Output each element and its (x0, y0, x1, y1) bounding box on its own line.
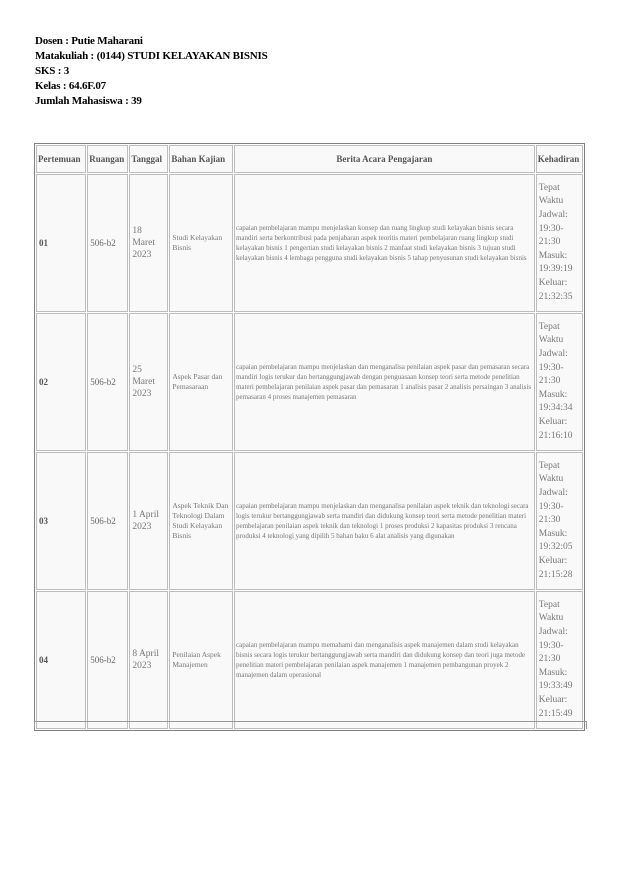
student-count-line: Jumlah Mahasiswa : 39 (35, 95, 142, 107)
attendance: Tepat Waktu Jadwal: 19:30-21:30 Masuk: 19:39:19 Keluar: 21:32:35 (536, 174, 583, 312)
table-continuation-edge-left (34, 721, 35, 729)
attendance: Tepat Waktu Jadwal: 19:30-21:30 Masuk: 19:33:49 Keluar: 21:15:49 (536, 591, 583, 729)
class-line: Kelas : 64.6F.07 (35, 80, 106, 92)
study-topic: Penilaian Aspek Manajemen (169, 591, 233, 729)
attendance: Tepat Waktu Jadwal: 19:30-21:30 Masuk: 19:34:34 Keluar: 21:16:10 (536, 313, 583, 451)
teaching-report: capaian pembelajaran mampu memahami dan menganalisis aspek manajemen dalam studi kelayakan bisnis secara logis terukur bertanggungjawab serta mandiri dan didukung konsep dan teori juga metode penelitian materi pembelajaran penilaian aspek manajemen 1 manajemen pembangunan proyek 2 manajemen dalam operasional (234, 591, 535, 729)
teaching-report: capaian pembelajaran mampu menjelaskan dan menganalisa penilaian aspek pasar dan pemasaran secara mandiri logis terukur dan bertanggungjawab dengan penguasaan konsep teori serta metode penelitian materi pembelajaran penilaian aspek pasar dan pemasaran 1 analisis pasar 2 analisis persaingan 3 analisis pemasaran 4 proses manajemen pemasaran (234, 313, 535, 451)
teaching-report: capaian pembelajaran mampu menjelaskan konsep dan ruang lingkup studi kelayakan bisnis secara mandiri serta berkontribusi pada penjabaran aspek teoritis materi pembelajaran ruang lingkup studi kelayakan bisnis 1 pengertian studi kelayakan bisnis 2 manfaat studi kelayakan bisnis 3 tujuan studi kelayakan bisnis 4 lembaga pengguna studi kelayakan bisnis 5 tahap penyusunan studi kelayakan bisnis (234, 174, 535, 312)
study-topic: Studi Kelayakan Bisnis (169, 174, 233, 312)
table-continuation-line (34, 721, 587, 722)
table-header-row (36, 145, 583, 173)
room: 506-b2 (87, 591, 128, 729)
session-number: 01 (36, 174, 86, 312)
session-number: 04 (36, 591, 86, 729)
table-row (36, 452, 583, 590)
study-topic: Aspek Pasar dan Pemasaraan (169, 313, 233, 451)
session-number: 03 (36, 452, 86, 590)
teaching-record-table-container (34, 143, 585, 731)
room: 506-b2 (87, 174, 128, 312)
col-header-kehadiran: Kehadiran (536, 145, 583, 173)
session-date: 1 April 2023 (129, 452, 168, 590)
table-row (36, 313, 583, 451)
attendance: Tepat Waktu Jadwal: 19:30-21:30 Masuk: 19:32:05 Keluar: 21:15:28 (536, 452, 583, 590)
course-line: Matakuliah : (0144) STUDI KELAYAKAN BISNIS (35, 50, 268, 62)
table-row (36, 174, 583, 312)
col-header-tanggal: Tanggal (129, 145, 168, 173)
col-header-bahan-kajian: Bahan Kajian (169, 145, 233, 173)
study-topic: Aspek Teknik Dan Teknologi Dalam Studi Kelayakan Bisnis (169, 452, 233, 590)
teaching-record-table (34, 143, 585, 731)
document-header (35, 34, 268, 109)
room: 506-b2 (87, 313, 128, 451)
session-date: 18 Maret 2023 (129, 174, 168, 312)
col-header-berita-acara: Berita Acara Pengajaran (234, 145, 535, 173)
session-number: 02 (36, 313, 86, 451)
teaching-report: capaian pembelajaran mampu menjelaskan dan menganalisa penilaian aspek teknik dan teknologi secara logis terukur bertanggungjawab serta mandiri dan didukung konsep teori serta metode penelitian materi pembelajaran penilaian aspek teknik dan teknologi 1 proses produksi 2 kapasitas produksi 3 rencana produksi 4 teknologi yang dipilih 5 bahan baku 6 alat analisis yang digunakan (234, 452, 535, 590)
session-date: 25 Maret 2023 (129, 313, 168, 451)
col-header-ruangan: Ruangan (87, 145, 128, 173)
col-header-pertemuan: Pertemuan (36, 145, 86, 173)
session-date: 8 April 2023 (129, 591, 168, 729)
room: 506-b2 (87, 452, 128, 590)
table-continuation-edge-right (586, 721, 587, 729)
credits-line: SKS : 3 (35, 65, 70, 77)
lecturer-line: Dosen : Putie Maharani (35, 35, 143, 47)
table-row (36, 591, 583, 729)
